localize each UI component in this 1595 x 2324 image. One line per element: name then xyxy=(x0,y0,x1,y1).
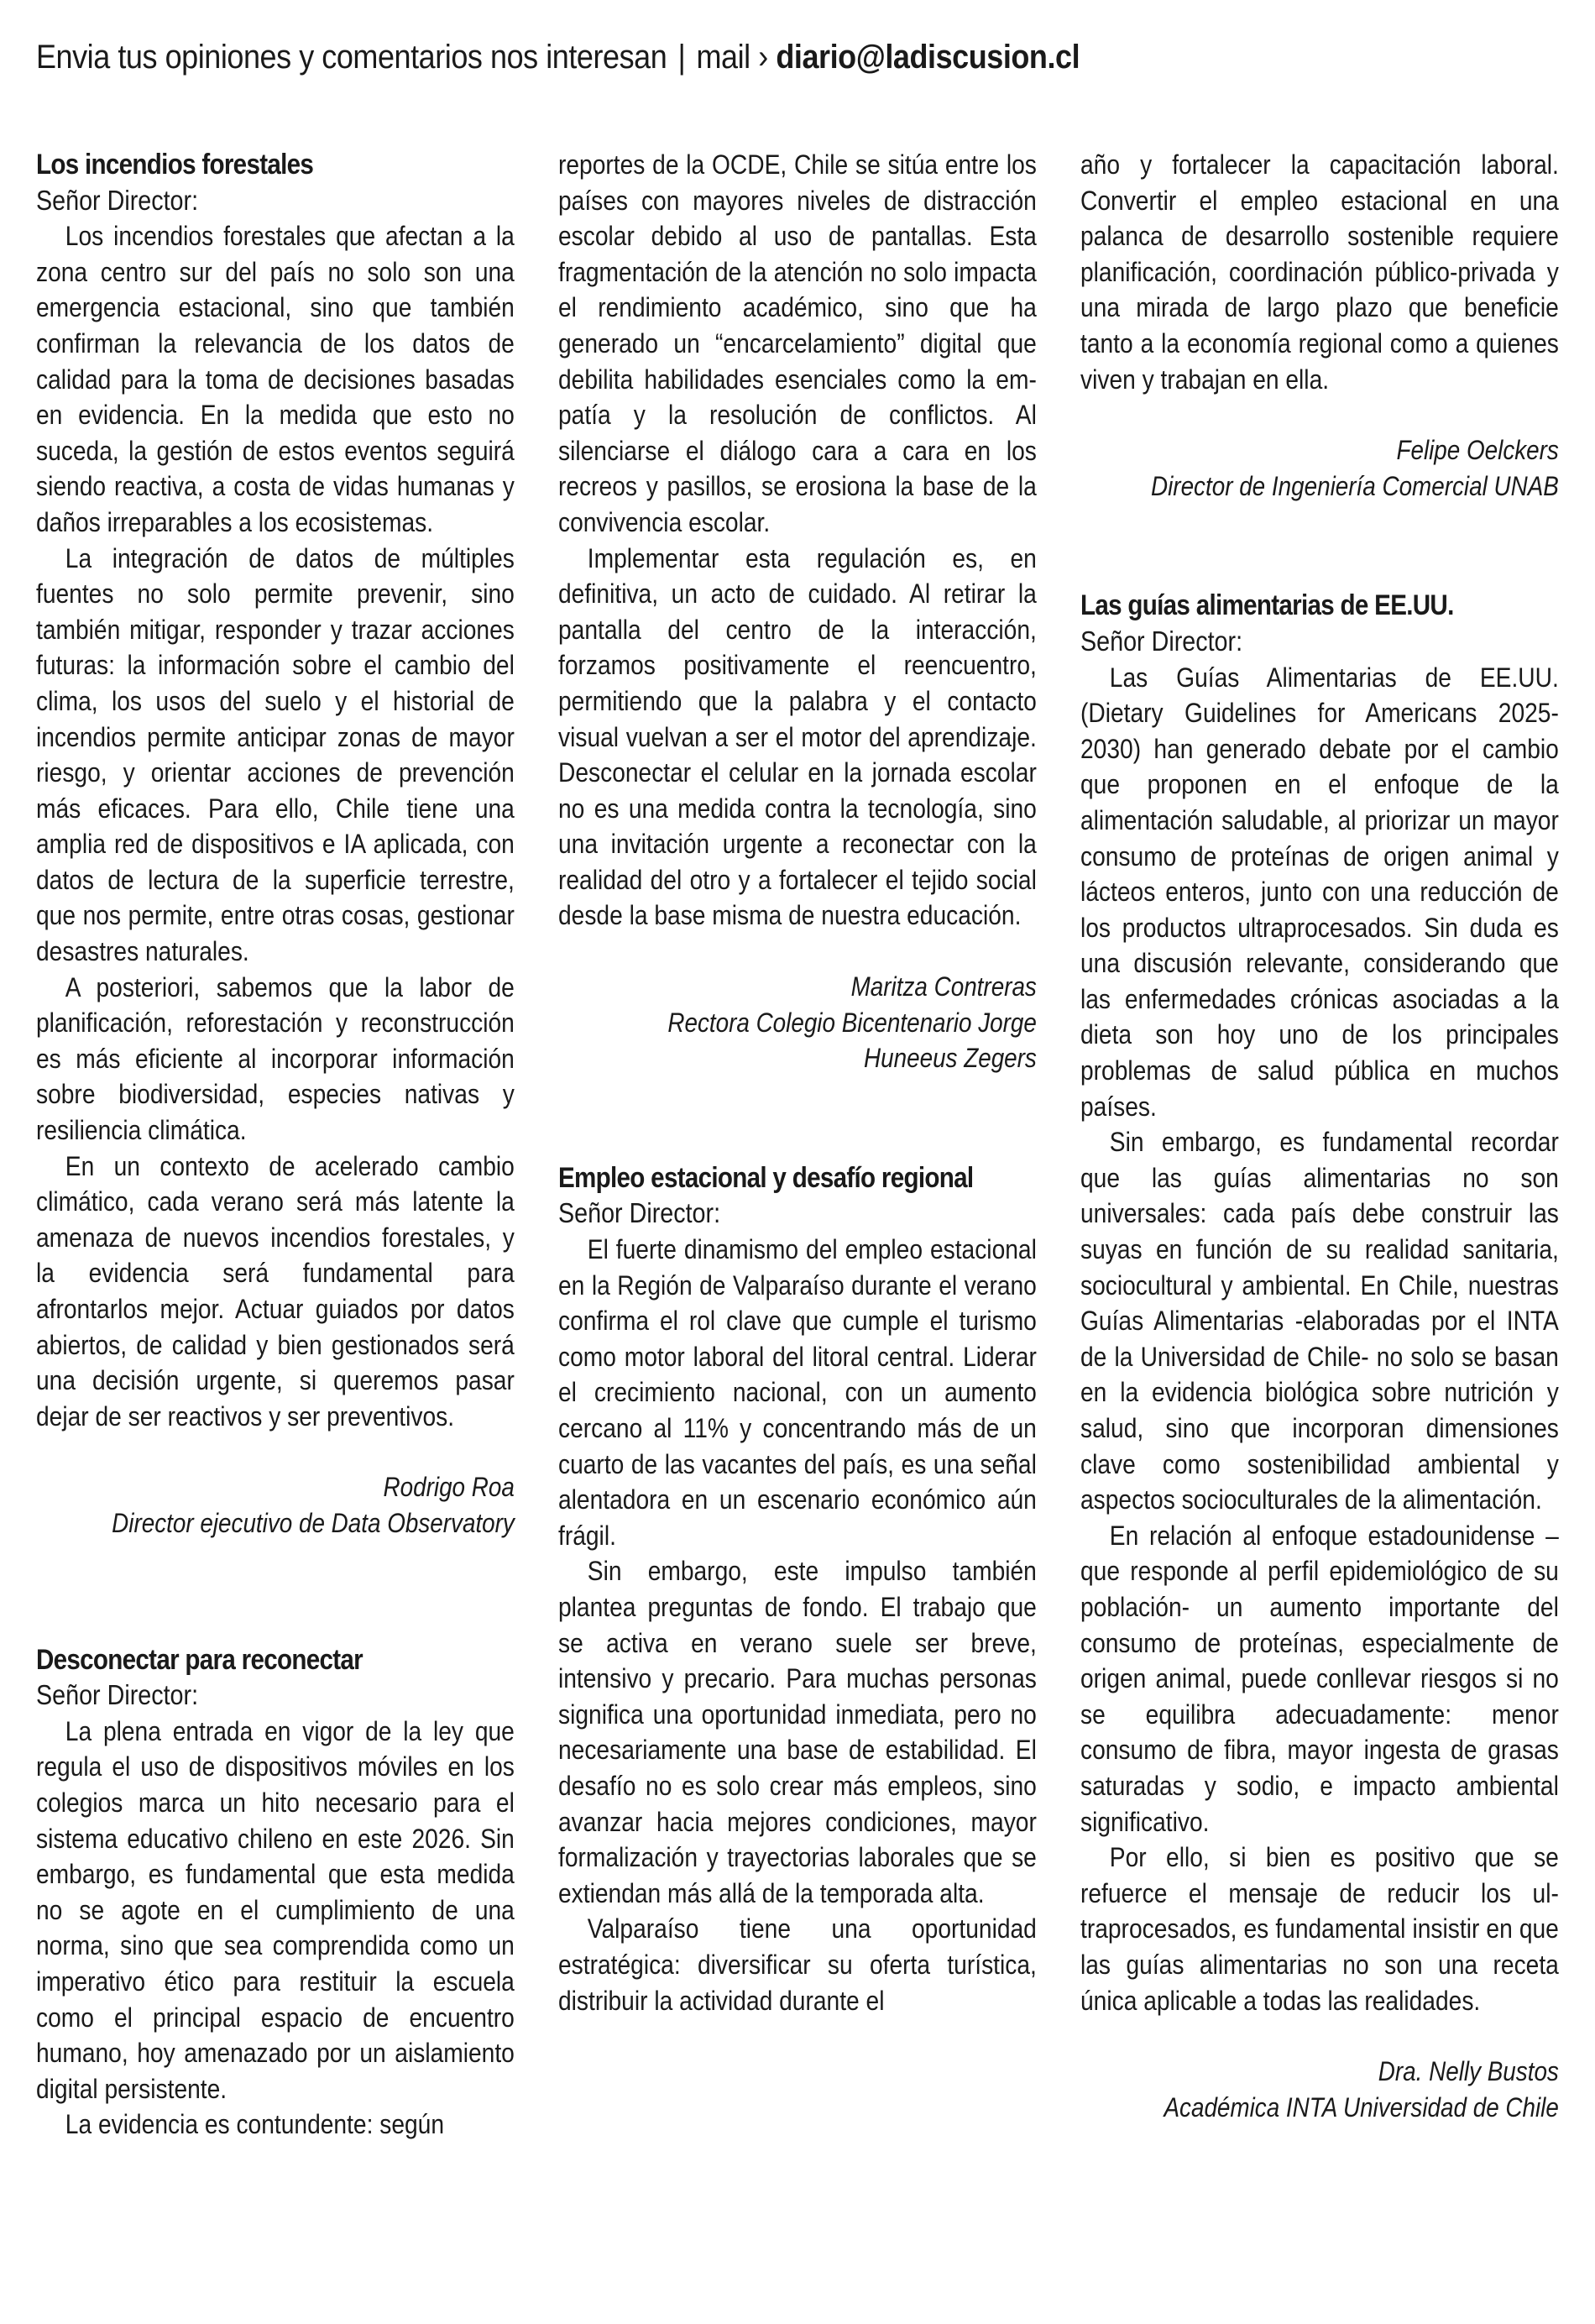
letter-title: Empleo estacional y desafío regional xyxy=(558,1161,974,1194)
letter-title: Desconectar para reconectar xyxy=(36,1643,363,1676)
spacer xyxy=(558,1076,1037,1160)
column-2 xyxy=(558,147,1037,2018)
submission-prompt: Envia tus opiniones y comentarios nos interesan xyxy=(36,39,667,76)
letter-paragraph: Sin embargo, este impulso también plantea preguntas de fondo. El trabajo que se activa en verano suele ser breve, intensivo y precario. Para muchas personas significa una oportunidad inmediata, pero no necesariamente una base de estabilidad. El desafío no es solo crear más empleos, sino avanzar hacia mejores condiciones, mayor formalización y trayectorias laborales que se extiendan más allá de la temporada alta. xyxy=(558,1556,1037,1908)
letter-paragraph: año y fortalecer la capacitación laboral. Convertir el empleo estacional en una palanca de desarrollo sostenible requiere planificación, coordinación público-privada y una mirada de largo plazo que beneficie tanto a la economía regional como a quienes viven y trabajan en ella. xyxy=(1080,149,1559,395)
letter-desconectar xyxy=(36,1642,515,2143)
letter-desconectar-continued xyxy=(558,147,1037,1076)
letter-guias-alimentarias xyxy=(1080,588,1559,2125)
letter-paragraph: En relación al enfoque estadounidense –que responde al perfil epidemiológico de su población- un aumento importante del consumo de proteínas, especialmente de origen animal, puede conllevar riesgos si no se equilibra adecuadamente: menor consumo de fibra, mayor ingesta de grasas saturadas y sodio, e impacto ambiental significativo. xyxy=(1080,1520,1559,1837)
signature-role: Académica INTA Universidad de Chile xyxy=(1164,2091,1559,2122)
letter-paragraph: Las Guías Alimentarias de EE.UU. (Dietary Guidelines for Americans 2025-2030) han generado debate por el cambio que proponen en el enfoque de la alimentación saludable, al priorizar un mayor consumo de proteínas de origen animal y lácteos enteros, junto con una reducción de los productos ultraprocesados. Sin duda es una discusión relevante, considerando que las enfermedades crónicas asociadas a la dieta son hoy uno de los principales problemas de salud pública en muchos países. xyxy=(1080,662,1559,1122)
submission-banner xyxy=(36,32,1080,82)
signature-role: Rectora Colegio Bicentenario Jorge xyxy=(667,1007,1037,1038)
letter-paragraph: reportes de la OCDE, Chile se sitúa entre los países con mayores niveles de distracción escolar debido al uso de pantallas. Esta fragmentación de la atención no solo impacta el rendimiento académico, sino que ha generado un “encarcelamiento” digital que debilita habilidades esenciales como la empatía y la resolución de conflictos. Al silenciarse el diálogo cara a cara en los recreos y pasillos, se erosiona la base de la convivencia escolar. xyxy=(558,149,1037,537)
letter-salutation: Señor Director: xyxy=(36,1679,199,1711)
column-3 xyxy=(1080,147,1559,2125)
column-1 xyxy=(36,147,515,2143)
email-link[interactable]: diario@ladiscusion.cl xyxy=(776,39,1080,76)
letter-paragraph: La plena entrada en vigor de la ley que regula el uso de dispositivos móviles en los colegios marca un hito necesario para el sistema educativo chileno en este 2026. Sin embargo, es fundamental que esta medida no se agote en el cumplimiento de una norma, sino que sea comprendida como un imperativo ético para restituir la escuela como el principal espacio de encuentro humano, hoy amenazado por un aislamiento digital persistente. xyxy=(36,1715,515,2104)
signature-role: Director ejecutivo de Data Observatory xyxy=(112,1507,515,1538)
signature-role: Director de Ingeniería Comercial UNAB xyxy=(1151,470,1559,501)
separator: | xyxy=(677,39,686,76)
letter-paragraph: A posteriori, sabemos que la labor de planificación, reforestación y reconstrucción es más eficiente al incorporar información sobre biodiversidad, especies nativas y resiliencia climática. xyxy=(36,971,515,1146)
letter-paragraph: Los incendios forestales que afectan a la zona centro sur del país no solo son una emergencia estacional, sino que también confirman la relevancia de los datos de calidad para la toma de decisiones basadas en evidencia. En la medida que esto no suceda, la gestión de estos eventos seguirá siendo reactiva, a costa de vidas humanas y daños irreparables a los ecosistemas. xyxy=(36,221,515,537)
letter-empleo-estacional xyxy=(558,1160,1037,2018)
letter-paragraph: La evidencia es contundente: según xyxy=(65,2109,445,2140)
letter-empleo-estacional-continued xyxy=(1080,147,1559,504)
signature xyxy=(558,969,1037,1076)
signature xyxy=(1080,432,1559,504)
letter-paragraph: Implementar esta regulación es, en definitiva, un acto de cuidado. Al retirar la pantalla del centro de la interacción, forzamos positivamente el reencuentro, permitiendo que la palabra y el contacto visual vuelvan a ser el motor del aprendizaje. Desconectar el celular en la jornada escolar no es una medida contra la tecnología, sino una invitación urgente a reconectar con la realidad del otro y a fortalecer el tejido social desde la base misma de nuestra educación. xyxy=(558,542,1037,931)
signature-name: Rodrigo Roa xyxy=(383,1472,515,1503)
letter-paragraph: El fuerte dinamismo del empleo estacional en la Región de Valparaíso durante el verano confirma el rol clave que cumple el turismo como motor laboral del litoral central. Liderar el crecimiento nacional, con un aumento cercano al 11% y concentrando más de un cuarto de las vacantes del país, es una señal alentadora en un escenario económico aún frágil. xyxy=(558,1234,1037,1551)
letter-paragraph: Sin embargo, es fundamental recordar que las guías alimentarias no son universales: cada país debe construir las suyas en función de su realidad sanitaria, sociocultural y ambiental. En Chile, nuestras Guías Alimentarias -elaboradas por el INTA de la Universidad de Chile- no solo se basan en la evidencia biológica sobre nutrición y salud, sino que incorporan dimensiones clave como sostenibilidad ambiental y aspectos socioculturales de la alimentación. xyxy=(1080,1127,1559,1515)
letter-paragraph: La integración de datos de múltiples fuentes no solo permite prevenir, sino también mitigar, responder y trazar acciones futuras: la información sobre el cambio del clima, los usos del suelo y el historial de incendios permite anticipar zonas de mayor riesgo, y orientar acciones de prevención más eficaces. Para ello, Chile tiene una amplia red de dispositivos e IA aplicada, con datos de lectura de la superficie terrestre, que nos permite, entre otras cosas, gestionar desastres naturales. xyxy=(36,542,515,967)
spacer xyxy=(36,1541,515,1642)
signature xyxy=(36,1469,515,1541)
signature-name: Maritza Contreras xyxy=(850,971,1037,1002)
letter-paragraph: Valparaíso tiene una oportunidad estratégica: diversificar su oferta turística, distribuir la actividad durante el xyxy=(558,1913,1037,2016)
letter-title: Los incendios forestales xyxy=(36,149,314,181)
letter-salutation: Señor Director: xyxy=(558,1197,721,1229)
letter-salutation: Señor Director: xyxy=(1080,625,1243,657)
mail-label: mail › xyxy=(696,39,768,76)
letter-incendios-forestales xyxy=(36,147,515,1541)
letter-paragraph: Por ello, si bien es positivo que se refuerce el mensaje de reducir los ultraprocesados, es fundamental insistir en que las guías alimentarias no son una receta única aplicable a todas las realidades. xyxy=(1080,1842,1559,2016)
signature-role: Huneeus Zegers xyxy=(864,1043,1037,1074)
signature xyxy=(1080,2054,1559,2125)
letter-salutation: Señor Director: xyxy=(36,184,199,216)
signature-name: Dra. Nelly Bustos xyxy=(1378,2056,1559,2087)
letter-title: Las guías alimentarias de EE.UU. xyxy=(1080,589,1454,622)
signature-name: Felipe Oelckers xyxy=(1396,435,1559,466)
letter-paragraph: En un contexto de acelerado cambio climático, cada verano será más latente la amenaza de nuevos incendios forestales, y la evidencia será fundamental para afrontarlos mejor. Actuar guiados por datos abiertos, de calidad y bien gestionados será una decisión urgente, si queremos pasar dejar de ser reactivos y ser preventivos. xyxy=(36,1150,515,1432)
spacer xyxy=(1080,504,1559,588)
